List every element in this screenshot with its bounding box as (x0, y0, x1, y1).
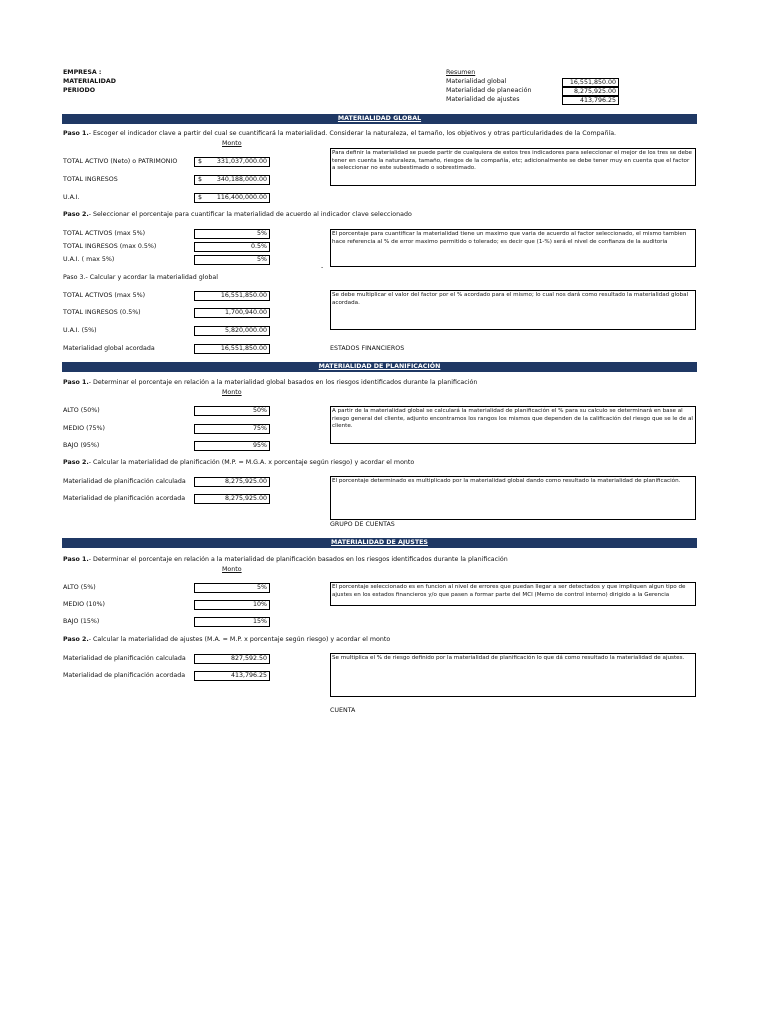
section-title: MATERIALIDAD GLOBAL (337, 115, 422, 122)
resumen-label: Materialidad de ajustes (446, 96, 520, 103)
materialidad-label: MATERIALIDAD (63, 78, 116, 85)
paso-bold: Paso 1. (63, 379, 89, 386)
paso1-ajustes (63, 556, 508, 564)
risk-value[interactable]: 75% (194, 424, 270, 434)
calc-value[interactable]: 1,700,940.00 (194, 308, 270, 318)
section-footer: GRUPO DE CUENTAS (330, 521, 395, 528)
currency-sign: $ (198, 194, 203, 201)
risk-value[interactable]: 50% (194, 406, 270, 416)
paso-bold: Paso 2. (63, 459, 89, 466)
risk-label: ALTO (50%) (63, 407, 100, 414)
section-title: MATERIALIDAD DE AJUSTES (331, 539, 428, 546)
note-box: A partir de la materialidad global se calculará la materialidad de planificación el % para su calculo se determinará en base al riesgo general del cliente, adjunto encontramos los rangos los mismos que dependen de la calificación del riesgo que se le de al cliente. (330, 406, 696, 444)
indicator-value[interactable] (194, 157, 270, 167)
resumen-label: Materialidad global (446, 78, 507, 85)
resumen-value: 8,275,925.00 (562, 87, 619, 96)
section-title: MATERIALIDAD DE PLANIFICACIÓN (318, 363, 441, 370)
calc-value[interactable]: 827,592.50 (194, 654, 270, 664)
paso3-global: Paso 3.- Calcular y acordar la materialidad global (63, 274, 218, 281)
dash-mark: - (321, 264, 324, 271)
paso-text: - Determinar el porcentaje en relación a la materialidad de planificación basados en los riesgos identificados durante la planificación (88, 556, 508, 563)
risk-value[interactable]: 95% (194, 441, 270, 451)
calc-value[interactable]: 5,820,000.00 (194, 326, 270, 336)
calc-label: TOTAL ACTIVOS (max 5%) (63, 292, 146, 299)
paso-bold: Paso 1. (63, 130, 89, 137)
percent-label: TOTAL ACTIVOS (max 5%) (63, 230, 146, 237)
resumen-title: Resumen (446, 69, 476, 76)
periodo-label: PERIODO (63, 87, 96, 94)
percent-value[interactable]: 5% (194, 229, 270, 239)
section-band-planificacion (62, 362, 697, 372)
currency-sign: $ (198, 158, 203, 165)
indicator-value[interactable] (194, 175, 270, 185)
paso-bold: Paso 1. (63, 556, 89, 563)
note-box: Se debe multiplicar el valor del factor por el % acordado para el mismo; lo cual nos dará como resultado la materialidad global acordada. (330, 290, 696, 330)
paso2-planificacion (63, 459, 414, 467)
risk-label: MEDIO (75%) (63, 425, 105, 432)
calc-value[interactable]: 16,551,850.00 (194, 291, 270, 301)
percent-label: TOTAL INGRESOS (max 0.5%) (63, 243, 157, 250)
section-band-global (62, 114, 697, 124)
monto-header: Monto (222, 566, 242, 573)
calc-label: U.A.I. (5%) (63, 327, 97, 334)
calc-label: Materialidad de planificación acordada (63, 495, 186, 502)
section-footer: ESTADOS FINANCIEROS (330, 345, 405, 352)
section-footer: CUENTA (330, 707, 356, 714)
paso-bold: Paso 2. (63, 636, 89, 643)
indicator-value[interactable] (194, 193, 270, 203)
resumen-label: Materialidad de planeación (446, 87, 532, 94)
risk-label: ALTO (5%) (63, 584, 96, 591)
paso2-ajustes (63, 636, 390, 644)
calc-value[interactable]: 8,275,925.00 (194, 494, 270, 504)
paso1-global (63, 130, 616, 138)
section-band-ajustes (62, 538, 697, 548)
calc-value[interactable]: 8,275,925.00 (194, 477, 270, 487)
monto-header: Monto (222, 140, 242, 147)
note-box: Para definir la materialidad se puede partir de cualquiera de estos tres indicadores para seleccionar el mejor de los tres se debe tener en cuenta la naturaleza, tamaño, riesgos de la compañía, etc; adicionalmente se debe tener muy en cuenta que el factor a seleccionar no este subestimado o sobrestimado. (330, 148, 696, 186)
percent-value[interactable]: 0.5% (194, 242, 270, 252)
calc-label: Materialidad global acordada (63, 345, 155, 352)
paso1-planificacion (63, 379, 477, 387)
monto-header: Monto (222, 389, 242, 396)
risk-label: MEDIO (10%) (63, 601, 105, 608)
currency-sign: $ (198, 176, 203, 183)
empresa-label: EMPRESA : (63, 69, 102, 76)
risk-value[interactable]: 15% (194, 617, 270, 627)
risk-label: BAJO (95%) (63, 442, 100, 449)
paso-text: - Escoger el indicador clave a partir del cual se cuantificará la materialidad. Considerar la naturaleza, el tamaño, los objetivos y otras particularidades de la Compañía. (88, 130, 617, 137)
calc-label: TOTAL INGRESOS (0.5%) (63, 309, 141, 316)
paso-text: - Calcular la materialidad de ajustes (M.A. = M.P. x porcentaje según riesgo) y acordar el monto (88, 636, 391, 643)
resumen-value: 16,551,850.00 (562, 78, 619, 87)
note-box: Se multiplica el % de riesgo definido por la materialidad de planificación lo que dá como resultado la materialidad de ajustes. (330, 653, 696, 697)
paso-text: - Calcular la materialidad de planificación (M.P. = M.G.A. x porcentaje según riesgo) y acordar el monto (88, 459, 415, 466)
indicator-label: TOTAL ACTIVO (Neto) o PATRIMONIO (63, 158, 178, 165)
calc-label: Materialidad de planificación calculada (63, 655, 186, 662)
indicator-label: TOTAL INGRESOS (63, 176, 118, 183)
note-box: El porcentaje seleccionado es en funcion al nivel de errores que puedan llegar a ser detectados y que impliquen algun tipo de ajustes en los estados financieros y/o que pasen a formar parte del MCI (Memo de control interno) dirigido a la Gerencia (330, 582, 696, 606)
paso-text: - Determinar el porcentaje en relación a la materialidad global basados en los riesgos identificados durante la planificación (88, 379, 478, 386)
amount: 116,400,000.00 (216, 194, 267, 201)
paso2-global (63, 211, 412, 219)
paso-bold: Paso 2. (63, 211, 89, 218)
calc-value[interactable]: 413,796.25 (194, 671, 270, 681)
calc-label: Materialidad de planificación acordada (63, 672, 186, 679)
paso-text: - Seleccionar el porcentaje para cuantificar la materialidad de acuerdo al indicador clave seleccionado (88, 211, 412, 218)
note-box: El porcentaje determinado es multiplicado por la materialidad global dando como resultado la materialidad de planificación. (330, 476, 696, 520)
percent-value[interactable]: 5% (194, 255, 270, 265)
amount: 340,188,000.00 (216, 176, 267, 183)
risk-value[interactable]: 10% (194, 600, 270, 610)
calc-value[interactable]: 16,551,850.00 (194, 344, 270, 354)
resumen-value: 413,796.25 (562, 96, 619, 105)
percent-label: U.A.I. ( max 5%) (63, 256, 115, 263)
indicator-label: U.A.I. (63, 194, 80, 201)
note-box: El porcentaje para cuantificar la materialidad tiene un maximo que varia de acuerdo al factor seleccionado, el mismo tambien hace referencia al % de error maximo permitido o tolerado; es decir que (1-%) será el nivel de confianza de la auditoria (330, 229, 696, 267)
risk-label: BAJO (15%) (63, 618, 100, 625)
risk-value[interactable]: 5% (194, 583, 270, 593)
calc-label: Materialidad de planificación calculada (63, 478, 186, 485)
amount: 331,037,000.00 (216, 158, 267, 165)
